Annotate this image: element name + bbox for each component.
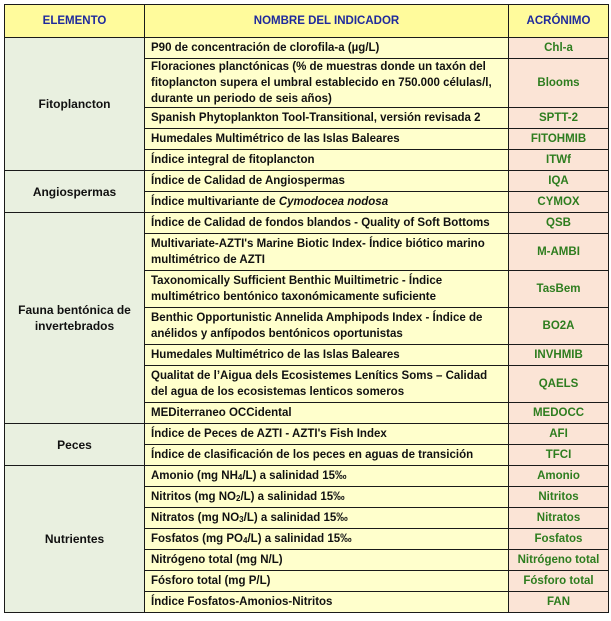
indicator-acronym: ITWf xyxy=(509,150,609,171)
indicator-acronym: BO2A xyxy=(509,308,609,345)
indicator-name: Nitrógeno total (mg N/L) xyxy=(145,550,509,571)
indicator-acronym: INVHMIB xyxy=(509,345,609,366)
indicator-acronym: IQA xyxy=(509,171,609,192)
table-row xyxy=(5,213,609,234)
indicator-acronym: Nitritos xyxy=(509,487,609,508)
indicator-name xyxy=(145,466,509,487)
indicator-acronym: Blooms xyxy=(509,59,609,108)
indicator-name: Benthic Opportunistic Annelida Amphipods Index - Índice de anélidos y anfípodos bentónicos oportunistas xyxy=(145,308,509,345)
indicator-acronym: Amonio xyxy=(509,466,609,487)
subscript: 2 xyxy=(235,494,241,503)
table-row xyxy=(5,171,609,192)
indicator-acronym: TasBem xyxy=(509,271,609,308)
indicators-table xyxy=(4,4,609,613)
species-name: Cymodocea nodosa xyxy=(278,196,389,208)
name-prefix: Nitratos (mg NO xyxy=(151,512,240,524)
indicator-name: Índice Fosfatos-Amonios-Nitritos xyxy=(145,592,509,613)
name-prefix: Amonio (mg NH xyxy=(151,470,238,482)
name-suffix: /L) a salinidad 15‰ xyxy=(240,491,345,503)
indicator-name: Taxonomically Sufficient Benthic Muiltimetric - Índice multimétrico bentónico taxonómicamente suficiente xyxy=(145,271,509,308)
indicator-acronym: Nitratos xyxy=(509,508,609,529)
indicator-acronym: QAELS xyxy=(509,366,609,403)
name-prefix: Fosfatos (mg PO xyxy=(151,533,244,545)
indicator-acronym: QSB xyxy=(509,213,609,234)
indicator-name xyxy=(145,192,509,213)
element-cell: Fauna bentónica de invertebrados xyxy=(5,213,145,424)
indicator-name: P90 de concentración de clorofila-a (µg/L) xyxy=(145,38,509,59)
header-acronimo: ACRÓNIMO xyxy=(509,5,609,38)
indicator-name: MEDiterraneo OCCidental xyxy=(145,403,509,424)
indicator-name: Fósforo total (mg P/L) xyxy=(145,571,509,592)
name-suffix: /L) a salinidad 15‰ xyxy=(243,512,348,524)
subscript: 4 xyxy=(243,536,248,545)
subscript: 3 xyxy=(239,515,244,524)
indicator-name xyxy=(145,529,509,550)
indicator-acronym: CYMOX xyxy=(509,192,609,213)
indicator-acronym: FITOHMIB xyxy=(509,129,609,150)
indicator-acronym: Fósforo total xyxy=(509,571,609,592)
header-nombre: NOMBRE DEL INDICADOR xyxy=(145,5,509,38)
indicator-name: Índice integral de fitoplancton xyxy=(145,150,509,171)
indicator-name: Qualitat de l’Aigua dels Ecosistemes Lenítics Soms – Calidad del agua de los ecosistemas lenticos someros xyxy=(145,366,509,403)
table-row xyxy=(5,38,609,59)
indicator-acronym: MEDOCC xyxy=(509,403,609,424)
indicator-name: Humedales Multimétrico de las Islas Baleares xyxy=(145,129,509,150)
indicator-name: Humedales Multimétrico de las Islas Baleares xyxy=(145,345,509,366)
indicator-acronym: Nitrógeno total xyxy=(509,550,609,571)
table-row xyxy=(5,466,609,487)
indicator-name: Índice de clasificación de los peces en aguas de transición xyxy=(145,445,509,466)
indicator-name: Índice de Peces de AZTI - AZTI's Fish Index xyxy=(145,424,509,445)
indicator-name: Spanish Phytoplankton Tool-Transitional, versión revisada 2 xyxy=(145,108,509,129)
name-prefix: Índice multivariante de xyxy=(151,196,279,208)
name-suffix: /L) a salinidad 15‰ xyxy=(247,533,352,545)
indicator-name: Índice de Calidad de fondos blandos - Quality of Soft Bottoms xyxy=(145,213,509,234)
indicator-acronym: Chl-a xyxy=(509,38,609,59)
indicator-name xyxy=(145,508,509,529)
indicator-name: Índice de Calidad de Angiospermas xyxy=(145,171,509,192)
subscript: 4 xyxy=(237,473,243,482)
name-prefix: Nitritos (mg NO xyxy=(151,491,236,503)
indicator-acronym: M-AMBI xyxy=(509,234,609,271)
indicator-name: Multivariate-AZTI's Marine Biotic Index- Índice biótico marino multimétrico de AZTI xyxy=(145,234,509,271)
element-cell: Angiospermas xyxy=(5,171,145,213)
indicator-acronym: FAN xyxy=(509,592,609,613)
indicator-name: Floraciones planctónicas (% de muestras donde un taxón del fitoplancton supera el umbral establecido en 750.000 células/l, durante un periodo de seis años) xyxy=(145,59,509,108)
table-row xyxy=(5,424,609,445)
header-row xyxy=(5,5,609,38)
indicator-name xyxy=(145,487,509,508)
element-cell: Fitoplancton xyxy=(5,38,145,171)
indicator-acronym: Fosfatos xyxy=(509,529,609,550)
indicator-acronym: TFCI xyxy=(509,445,609,466)
element-cell: Peces xyxy=(5,424,145,466)
indicator-acronym: SPTT-2 xyxy=(509,108,609,129)
indicator-acronym: AFI xyxy=(509,424,609,445)
element-cell: Nutrientes xyxy=(5,466,145,613)
name-suffix: /L) a salinidad 15‰ xyxy=(242,470,347,482)
header-elemento: ELEMENTO xyxy=(5,5,145,38)
